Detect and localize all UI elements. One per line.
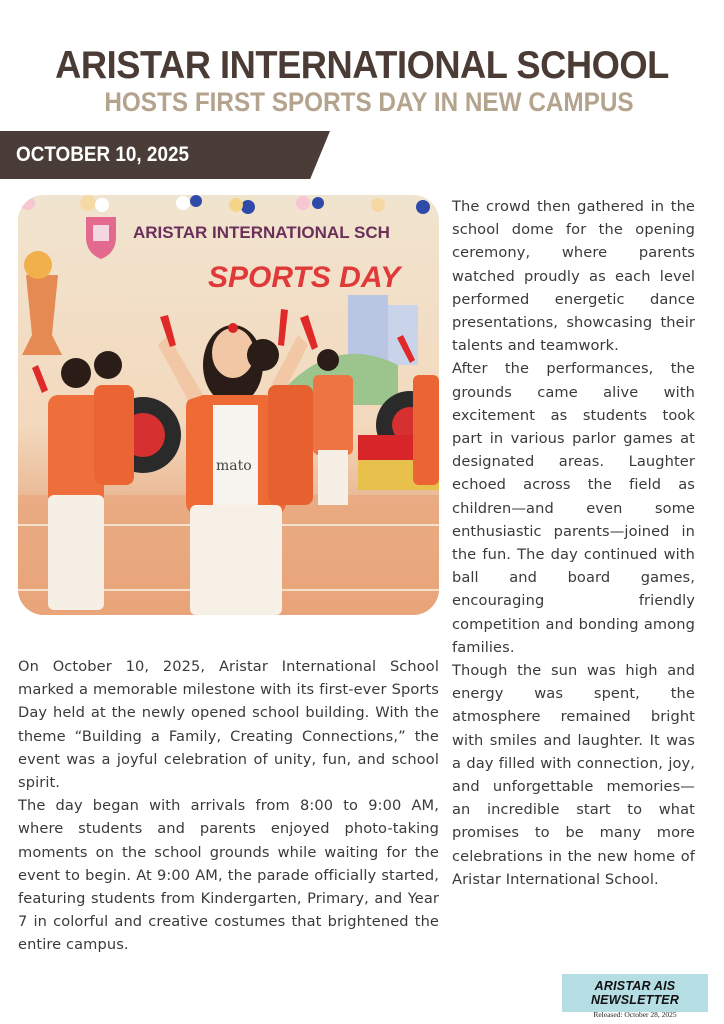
- banner-sports-day: SPORTS DAY: [208, 261, 401, 294]
- headline-title: ARISTAR INTERNATIONAL SCHOOL: [55, 44, 669, 87]
- shirt-text: mato: [216, 458, 252, 474]
- release-date: Released: October 28, 2025: [593, 1010, 677, 1019]
- article-column-left: [18, 655, 439, 957]
- article-paragraph: On October 10, 2025, Aristar International School marked a memorable milestone with its first-ever Sports Day held at the newly opened school building. With the theme “Building a Family, Creating Connections,” the event was a joyful celebration of unity, fun, and school spirit.: [18, 658, 439, 792]
- sports-day-photo: [18, 195, 439, 615]
- event-date: OCTOBER 10, 2025: [16, 143, 189, 166]
- article-paragraph: Though the sun was high and energy was spent, the atmosphere remained bright with smiles and laughter. It was a day filled with connection, joy, and unforgettable memories—an incredible start to what promises to be many more celebrations in the new home of Aristar International School.: [452, 662, 695, 888]
- photo-illustration: [18, 195, 439, 615]
- newsletter-badge: [562, 974, 708, 1019]
- article-column-right: [452, 195, 695, 891]
- banner-school-name: ARISTAR INTERNATIONAL SCH: [133, 223, 390, 242]
- headline-subtitle: HOSTS FIRST SPORTS DAY IN NEW CAMPUS: [104, 87, 634, 117]
- newsletter-name: ARISTAR AIS NEWSLETTER: [590, 979, 680, 1007]
- article-paragraph: The day began with arrivals from 8:00 to 9:00 AM, where students and parents enjoyed photo-taking moments on the school grounds while waiting for the event to begin. At 9:00 AM, the parade officially started, featuring students from Kindergarten, Primary, and Year 7 in colorful and creative costumes that brightened the entire campus.: [18, 797, 439, 954]
- article-paragraph: After the performances, the grounds came alive with excitement as students took part in various parlor games at designated areas. Laughter echoed across the field as children—and even some enthusiastic parents—joined in the fun. The day continued with ball and board games, encouraging friendly competition and bonding among families.: [452, 360, 695, 656]
- article-paragraph: The crowd then gathered in the school dome for the opening ceremony, where parents watched proudly as each level performed energetic dance presentations, showcasing their talents and teamwork.: [452, 198, 695, 355]
